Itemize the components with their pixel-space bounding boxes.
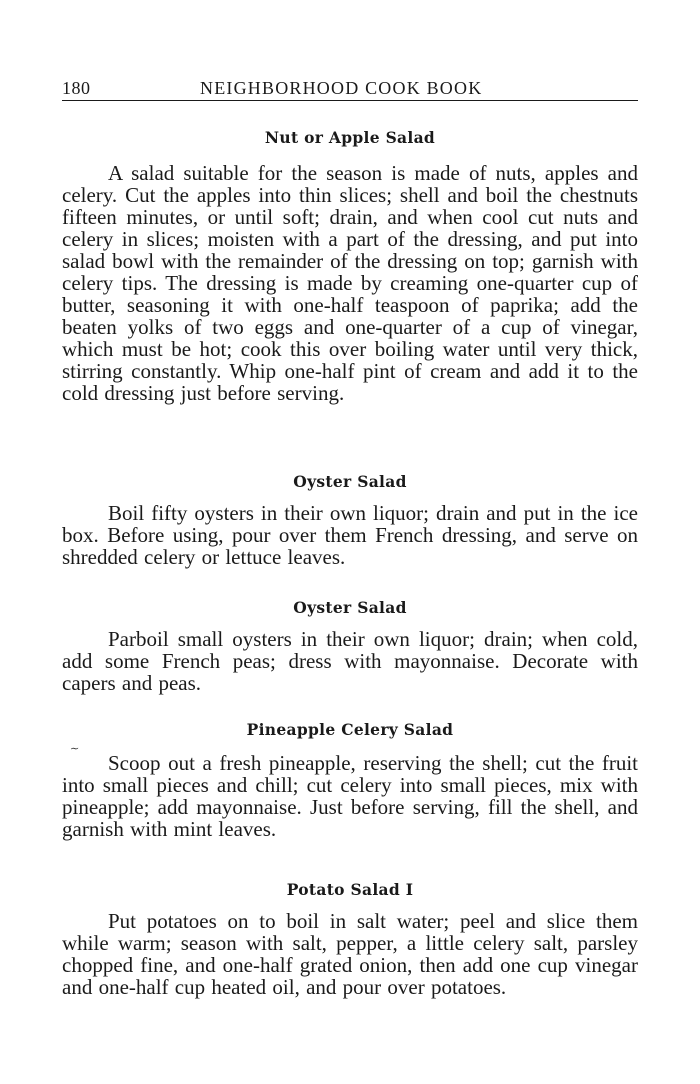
ink-smudge-mark: ~ xyxy=(68,742,81,755)
recipe-title: Pineapple Celery Salad xyxy=(246,720,454,739)
recipe-text: Boil fifty oysters in their own liquor; drain and put in the ice box. Before using, pour over them French dressing, and serve on shredded celery or lettuce leaves. xyxy=(62,501,638,569)
page-header xyxy=(62,78,638,101)
recipe-title: Nut or Apple Salad xyxy=(264,128,436,147)
recipe-text: Put potatoes on to boil in salt water; peel and slice them while warm; season with salt, pepper, a little celery salt, parsley chopped fine, and one-half grated onion, then add one cup vinegar and one-half cup heated oil, and pour over potatoes. xyxy=(62,909,638,999)
recipe-title: Oyster Salad xyxy=(293,472,407,491)
recipe-text: Scoop out a fresh pineapple, reserving the shell; cut the fruit into small pieces and chill; cut celery into small pieces, mix with pineapple; add mayonnaise. Just before serving, fill the shell, and garnish with mint leaves. xyxy=(62,751,638,841)
running-head: NEIGHBORHOOD COOK BOOK xyxy=(200,78,483,98)
recipe-title: Potato Salad I xyxy=(286,880,414,899)
page-number: 180 xyxy=(62,78,91,98)
recipe-title: Oyster Salad xyxy=(293,598,407,617)
recipe-text: A salad suitable for the season is made of nuts, apples and celery. Cut the apples into thin slices; shell and boil the chestnuts fifteen minutes, or until soft; drain, and when cool cut nuts and celery in slices; moisten with a part of the dressing, and put into salad bowl with the remainder of the dressing on top; garnish with celery tips. The dressing is made by creaming one-quarter cup of butter, seasoning it with one-half teaspoon of paprika; add the beaten yolks of two eggs and one-quarter of a cup of vinegar, which must be hot; cook this over boiling water until very thick, stirring constantly. Whip one-half pint of cream and add it to the cold dressing just before serving. xyxy=(62,161,638,405)
recipe-text: Parboil small oysters in their own liquor; drain; when cold, add some French peas; dress with mayonnaise. Decorate with capers and peas. xyxy=(62,627,638,695)
